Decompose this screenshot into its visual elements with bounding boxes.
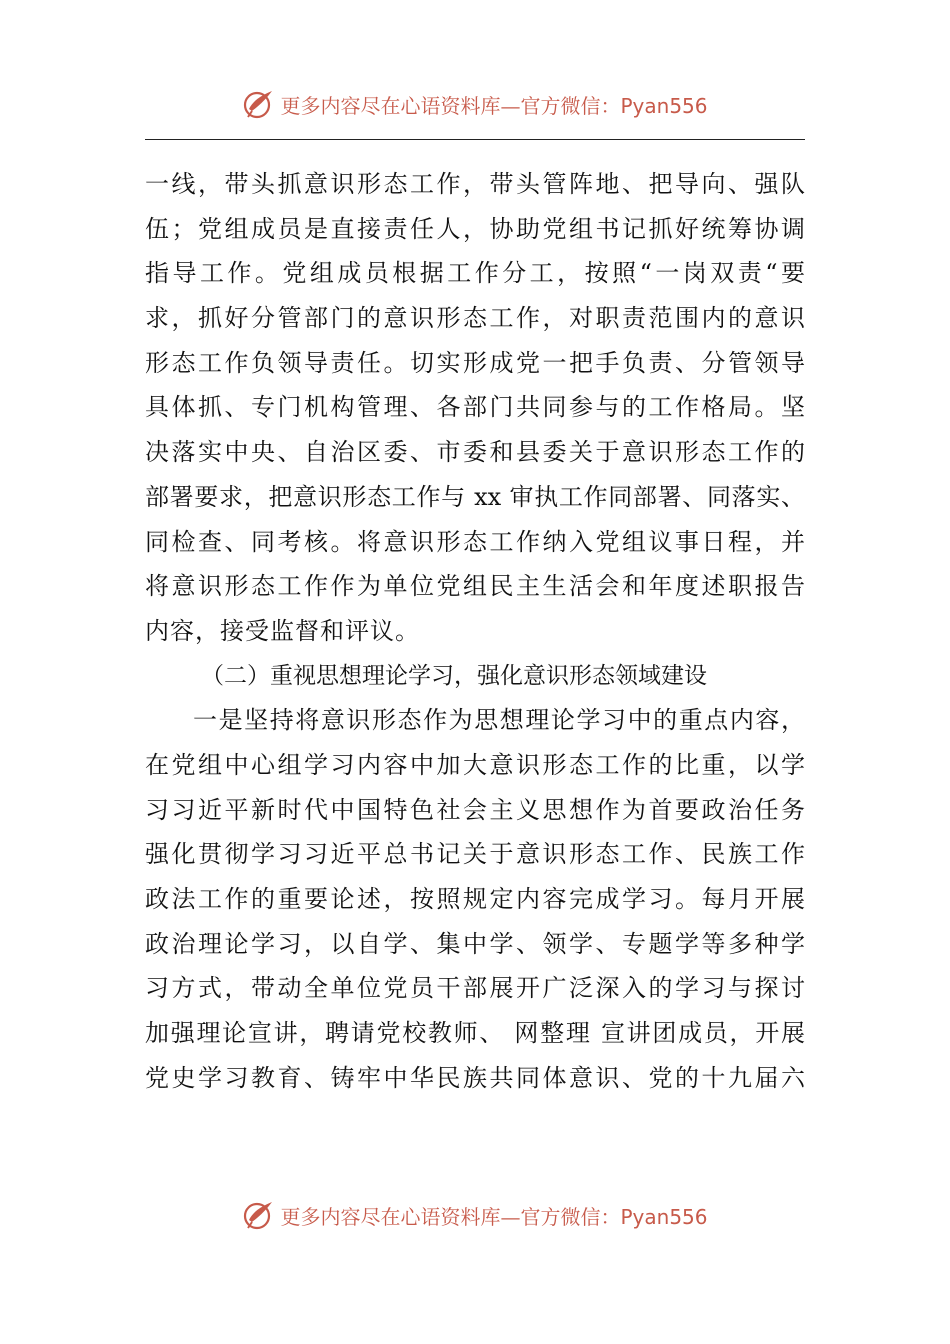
quill-logo-icon [242,1198,276,1232]
section-heading: （二）重视思想理论学习，强化意识形态领域建设 [201,662,707,689]
text-line: 形态工作负领导责任。切实形成党一把手负责、分管领导 [145,348,805,377]
text-line: 政法工作的重要论述，按照规定内容完成学习。每月开展 [145,885,805,913]
text-line: 习方式，带动全单位党员干部展开广泛深入的学习与探讨 [145,974,805,1003]
header-wechat-id: Pyan556 [620,93,708,118]
text-line: 指导工作。党组成员根据工作分工，按照“一岗双责“要 [145,259,805,288]
text-line: 内容，接受监督和评议。 [145,616,420,645]
text-line: 伍；党组成员是直接责任人，协助党组书记抓好统筹协调 [145,214,805,243]
quill-logo-icon [242,87,276,121]
text-line: 一线，带头抓意识形态工作，带头管阵地、把导向、强队 [145,170,805,198]
text-line: 政治理论学习，以自学、集中学、领学、专题学等多种学 [145,929,805,958]
text-line: 决落实中央、自治区委、市委和县委关于意识形态工作的 [145,438,805,467]
text-line: 习习近平新时代中国特色社会主义思想作为首要政治任务 [145,795,805,824]
text-line: 将意识形态工作作为单位党组民主生活会和年度述职报告 [145,572,805,601]
header-banner [0,84,950,124]
document-body [145,162,805,1100]
footer-banner [0,1195,950,1235]
footer-wechat-id: Pyan556 [620,1204,708,1229]
text-line: 同检查、同考核。将意识形态工作纳入党组议事日程，并 [145,527,805,556]
header-banner-text: 更多内容尽在心语资料库—官方微信：Pyan556 [280,93,708,118]
text-line: 在党组中心组学习内容中加大意识形态工作的比重，以学 [145,750,805,779]
text-line: 党史学习教育、铸牢中华民族共同体意识、党的十九届六 [145,1063,805,1092]
header-divider [145,139,805,140]
text-line: 加强理论宣讲，聘请党校教师、 网整理 宣讲团成员，开展 [145,1019,805,1048]
text-line: 部署要求，把意识形态工作与 xx 审执工作同部署、同落实、 [145,482,805,511]
text-line: 强化贯彻学习习近平总书记关于意识形态工作、民族工作 [145,840,805,869]
text-line: 一是坚持将意识形态作为思想理论学习中的重点内容， [193,706,805,735]
footer-banner-text: 更多内容尽在心语资料库—官方微信：Pyan556 [280,1204,708,1229]
text-line: 具体抓、专门机构管理、各部门共同参与的工作格局。坚 [145,393,805,422]
text-line: 求，抓好分管部门的意识形态工作，对职责范围内的意识 [145,304,805,333]
